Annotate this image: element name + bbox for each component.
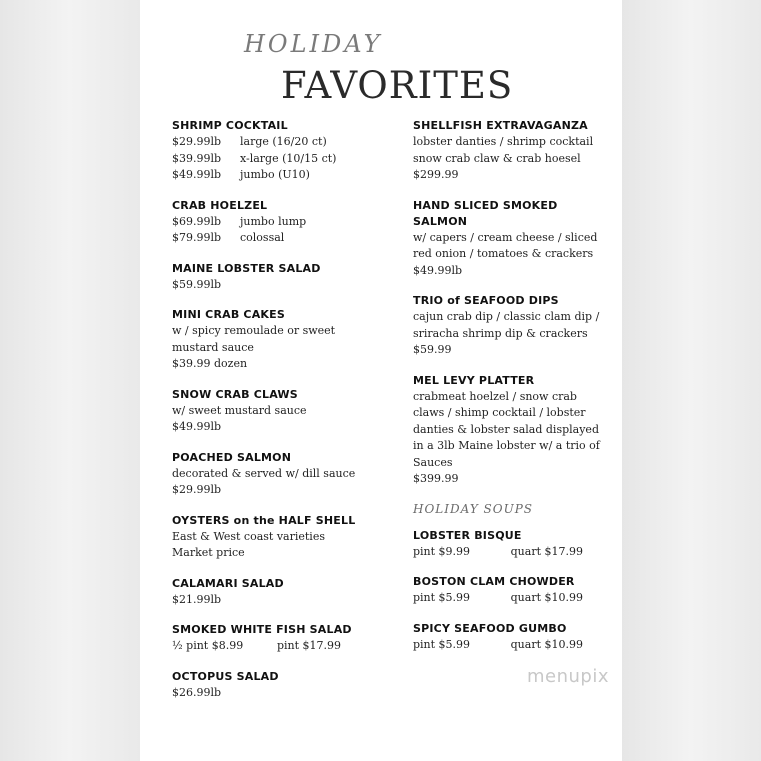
menu-item	[172, 387, 387, 436]
item-size: colossal	[240, 231, 285, 244]
soup-quart-price: quart $17.99	[510, 544, 583, 558]
menupix-watermark: menupix	[527, 666, 610, 687]
item-description-line: crabmeat hoelzel / snow crab	[413, 389, 577, 403]
soup-price-row	[413, 544, 583, 561]
menu-item	[172, 198, 387, 247]
menu-item-name: MINI CRAB CAKES	[172, 308, 285, 321]
menu-item	[172, 450, 387, 499]
menu-item-name: CALAMARI SALAD	[172, 576, 284, 590]
item-price: $29.99lb	[172, 135, 222, 148]
menu-item	[172, 261, 387, 294]
item-description-line: $59.99lb	[172, 277, 222, 291]
soup-name: LOBSTER BISQUE	[413, 528, 522, 542]
item-description-line: w/ capers / cream cheese / sliced	[413, 230, 598, 244]
item-description-line: $21.99lb	[172, 592, 222, 606]
soup-price-row	[413, 637, 583, 654]
soup-item	[413, 528, 613, 561]
menu-item-name: CRAB HOELZEL	[172, 198, 268, 212]
background-blur-right	[621, 0, 761, 761]
menu-item	[413, 293, 613, 359]
menu-title-favorites: FAVORITES	[281, 64, 514, 107]
soup-name: BOSTON CLAM CHOWDER	[413, 575, 575, 588]
item-price: $69.99lb	[172, 214, 222, 228]
item-description-line: East & West coast varieties	[172, 529, 325, 543]
menu-item	[172, 622, 387, 655]
item-description-line: in a 3lb Maine lobster w/ a trio of	[413, 439, 600, 452]
price-row	[172, 230, 387, 247]
menu-item-name: OYSTERS on the HALF SHELL	[172, 513, 356, 527]
menu-item	[172, 118, 387, 184]
item-description-line: snow crab claw & crab hoesel	[413, 151, 581, 165]
item-description-line: lobster danties / shrimp cocktail	[413, 135, 594, 148]
item-description-line: $49.99lb	[172, 420, 222, 433]
soup-price-row	[413, 590, 583, 607]
soup-pint-price: pint $5.99	[413, 637, 471, 651]
half-pint-price: ½ pint $8.99	[172, 639, 244, 652]
item-description-line: w/ sweet mustard sauce	[172, 403, 307, 417]
soup-quart-price: quart $10.99	[510, 591, 583, 604]
background-blur-left	[0, 0, 140, 761]
item-size: large (16/20 ct)	[240, 135, 327, 148]
menu-item	[413, 373, 613, 488]
item-description-line: danties & lobster salad displayed	[413, 422, 599, 436]
item-description-line: $49.99lb	[413, 263, 463, 277]
half-pint-row	[172, 638, 387, 655]
soup-item	[413, 574, 613, 607]
menu-item	[172, 669, 387, 702]
pint-price: pint $17.99	[277, 639, 342, 652]
soup-name: SPICY SEAFOOD GUMBO	[413, 621, 567, 635]
menu-item	[172, 307, 387, 373]
menu-item	[172, 576, 387, 609]
menu-item-name: TRIO of SEAFOOD DIPS	[413, 294, 559, 307]
item-price: $49.99lb	[172, 168, 222, 181]
item-description-line: $29.99lb	[172, 483, 222, 496]
item-description-line: w / spicy remoulade or sweet	[172, 324, 336, 337]
soup-pint-price: pint $9.99	[413, 544, 471, 558]
soup-pint-price: pint $5.99	[413, 591, 471, 604]
item-description-line: Market price	[172, 546, 245, 559]
item-size: jumbo lump	[240, 214, 307, 228]
item-description-line: sriracha shrimp dip & crackers	[413, 326, 588, 340]
price-row	[172, 134, 387, 151]
item-description-line: decorated & served w/ dill sauce	[172, 466, 356, 480]
item-size: x-large (10/15 ct)	[240, 151, 337, 165]
soups-heading: HOLIDAY SOUPS	[413, 501, 534, 516]
left-menu-column	[172, 118, 387, 715]
item-description-line: $399.99	[413, 472, 459, 485]
item-description-line: $299.99	[413, 168, 459, 181]
item-description-line: mustard sauce	[172, 340, 254, 354]
price-row	[172, 214, 387, 231]
item-description-line: cajun crab dip / classic clam dip /	[413, 310, 600, 323]
soup-quart-price: quart $10.99	[510, 637, 583, 651]
price-row	[172, 167, 387, 184]
menu-title-holiday: HOLIDAY	[244, 30, 383, 58]
soup-item	[413, 621, 613, 654]
menu-item	[172, 513, 387, 562]
item-description-line: claws / shimp cocktail / lobster	[413, 406, 586, 419]
item-description-line: $59.99	[413, 343, 452, 356]
menu-item	[413, 118, 613, 184]
item-price: $39.99lb	[172, 151, 222, 165]
menu-item-name: SHRIMP COCKTAIL	[172, 119, 288, 132]
menu-item-name: SNOW CRAB CLAWS	[172, 387, 298, 401]
menu-item-name: MAINE LOBSTER SALAD	[172, 261, 321, 275]
menu-item-name: HAND SLICED SMOKED SALMON	[413, 198, 558, 228]
menu-item-name: OCTOPUS SALAD	[172, 669, 279, 683]
item-description-line: red onion / tomatoes & crackers	[413, 247, 594, 260]
menu-item-name: POACHED SALMON	[172, 450, 292, 464]
item-description-line: $39.99 dozen	[172, 357, 248, 370]
menu-item-name: SHELLFISH EXTRAVAGANZA	[413, 119, 588, 132]
price-row	[172, 151, 387, 168]
menu-item	[413, 198, 613, 280]
menu-item-name: SMOKED WHITE FISH SALAD	[172, 623, 352, 636]
menu-item-name: MEL LEVY PLATTER	[413, 373, 535, 387]
item-description-line: Sauces	[413, 455, 453, 469]
item-description-line: $26.99lb	[172, 685, 222, 699]
item-price: $79.99lb	[172, 231, 222, 244]
right-menu-column	[413, 118, 613, 667]
item-size: jumbo (U10)	[240, 168, 310, 181]
